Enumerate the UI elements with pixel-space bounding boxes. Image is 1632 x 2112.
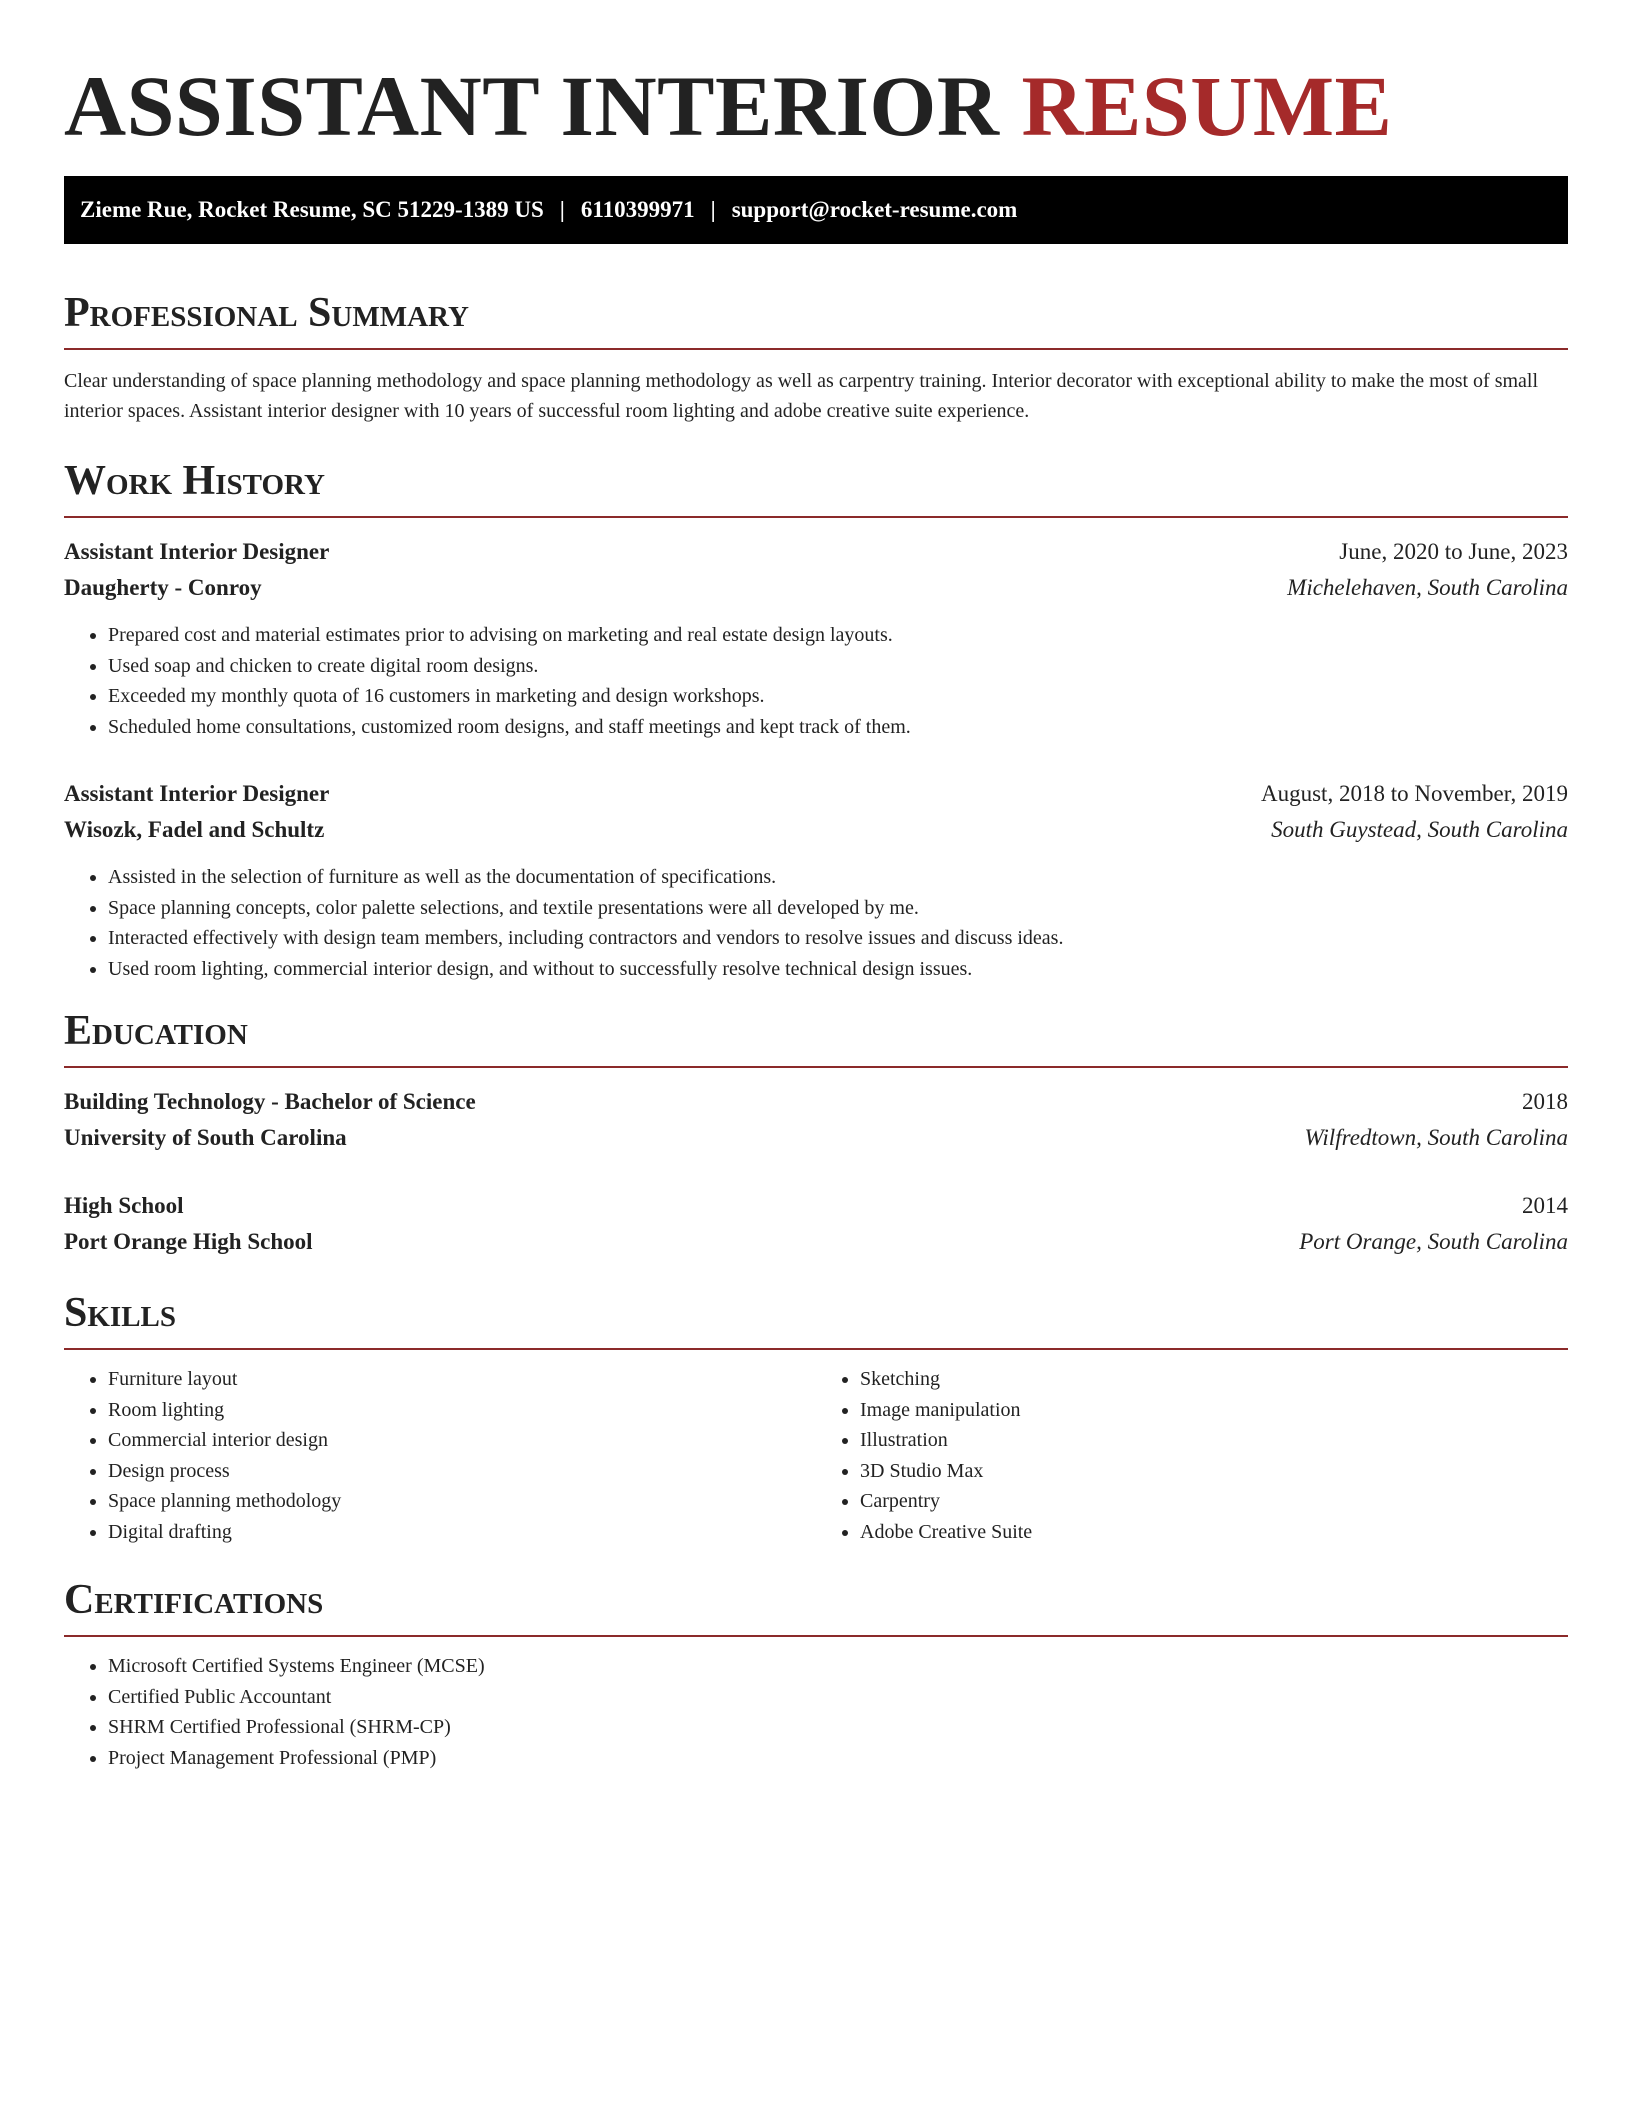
job-company: Daugherty - Conroy: [64, 575, 262, 600]
certification-item: • Certified Public Accountant: [108, 1682, 1568, 1713]
skill-item: • Space planning methodology: [108, 1486, 816, 1517]
education-school-row: [64, 1224, 1568, 1260]
skill-item: • Digital drafting: [108, 1517, 816, 1548]
education-degree: High School: [64, 1193, 184, 1218]
contact-email: support@rocket-resume.com: [731, 197, 1018, 222]
job-header-row: [64, 776, 1568, 812]
education-location: Port Orange, South Carolina: [1299, 1229, 1568, 1254]
job-bullets: [64, 862, 1568, 984]
job-bullet: • Interacted effectively with design team members, including contractors and vendors to resolve issues and discuss ideas.: [108, 923, 1568, 954]
job-location: Michelehaven, South Carolina: [1287, 575, 1568, 600]
job-bullet: • Scheduled home consultations, customized room designs, and staff meetings and kept track of them.: [108, 712, 1568, 743]
job-role: Assistant Interior Designer: [64, 781, 330, 806]
job-company-row: [64, 570, 1568, 606]
contact-address: Zieme Rue, Rocket Resume, SC 51229-1389 US: [80, 197, 544, 222]
section-title-certifications: Certifications: [64, 1575, 1568, 1637]
contact-phone: 6110399971: [580, 197, 695, 222]
title-main: ASSISTANT INTERIOR: [64, 58, 1000, 154]
skills-list-right: [816, 1364, 1568, 1547]
education-entry: [64, 1084, 1568, 1156]
education-section: [64, 1006, 1568, 1260]
skills-section: [64, 1288, 1568, 1547]
education-degree-row: [64, 1188, 1568, 1224]
job-location: South Guystead, South Carolina: [1271, 817, 1568, 842]
section-title-skills: Skills: [64, 1288, 1568, 1350]
job-header-row: [64, 534, 1568, 570]
skills-columns: [64, 1350, 1568, 1547]
job-bullet: • Used soap and chicken to create digital room designs.: [108, 651, 1568, 682]
skill-item: • Adobe Creative Suite: [860, 1517, 1568, 1548]
summary-text: Clear understanding of space planning methodology and space planning methodology as well as carpentry training. Interior decorator with exceptional ability to make the most of small interior spaces. Assistant interior designer with 10 years of successful room lighting and adobe creative suite experience.: [64, 370, 1539, 422]
job-role: Assistant Interior Designer: [64, 539, 330, 564]
job-bullet: • Prepared cost and material estimates prior to advising on marketing and real estate design layouts.: [108, 620, 1568, 651]
certifications-list: [64, 1651, 1568, 1773]
skills-list-left: [64, 1364, 816, 1547]
skill-item: • Sketching: [860, 1364, 1568, 1395]
title-accent: RESUME: [1021, 58, 1393, 154]
skill-item: • Furniture layout: [108, 1364, 816, 1395]
education-year: 2014: [1522, 1193, 1568, 1218]
contact-bar: [64, 176, 1568, 244]
skill-item: • Illustration: [860, 1425, 1568, 1456]
contact-separator: |: [559, 197, 565, 222]
education-school: Port Orange High School: [64, 1229, 313, 1254]
skill-item: • Carpentry: [860, 1486, 1568, 1517]
certification-item: • Project Management Professional (PMP): [108, 1743, 1568, 1774]
job-bullet: • Assisted in the selection of furniture as well as the documentation of specifications.: [108, 862, 1568, 893]
education-school-row: [64, 1120, 1568, 1156]
job-entry: [64, 534, 1568, 742]
job-company-row: [64, 812, 1568, 848]
job-bullet: • Used room lighting, commercial interior design, and without to successfully resolve technical design issues.: [108, 954, 1568, 985]
section-title-education: Education: [64, 1006, 1568, 1068]
certification-item: • Microsoft Certified Systems Engineer (MCSE): [108, 1651, 1568, 1682]
education-location: Wilfredtown, South Carolina: [1304, 1125, 1568, 1150]
education-degree: Building Technology - Bachelor of Science: [64, 1089, 476, 1114]
work-history-section: [64, 456, 1568, 984]
job-bullet: • Space planning concepts, color palette selections, and textile presentations were all developed by me.: [108, 893, 1568, 924]
job-company: Wisozk, Fadel and Schultz: [64, 817, 325, 842]
contact-separator: |: [710, 197, 716, 222]
job-bullet: • Exceeded my monthly quota of 16 customers in marketing and design workshops.: [108, 681, 1568, 712]
summary-section: [64, 288, 1568, 426]
job-entry: [64, 776, 1568, 984]
education-year: 2018: [1522, 1089, 1568, 1114]
skill-item: • Commercial interior design: [108, 1425, 816, 1456]
education-school: University of South Carolina: [64, 1125, 347, 1150]
job-bullets: [64, 620, 1568, 742]
job-dates: August, 2018 to November, 2019: [1261, 781, 1568, 806]
section-title-work-history: Work History: [64, 456, 1568, 518]
skill-item: • Design process: [108, 1456, 816, 1487]
job-dates: June, 2020 to June, 2023: [1339, 539, 1568, 564]
certifications-section: [64, 1575, 1568, 1773]
education-entry: [64, 1188, 1568, 1260]
education-degree-row: [64, 1084, 1568, 1120]
resume-title: [64, 56, 1568, 156]
certification-item: • SHRM Certified Professional (SHRM-CP): [108, 1712, 1568, 1743]
skill-item: • Image manipulation: [860, 1395, 1568, 1426]
skill-item: • 3D Studio Max: [860, 1456, 1568, 1487]
skill-item: • Room lighting: [108, 1395, 816, 1426]
section-title-summary: Professional Summary: [64, 288, 1568, 350]
